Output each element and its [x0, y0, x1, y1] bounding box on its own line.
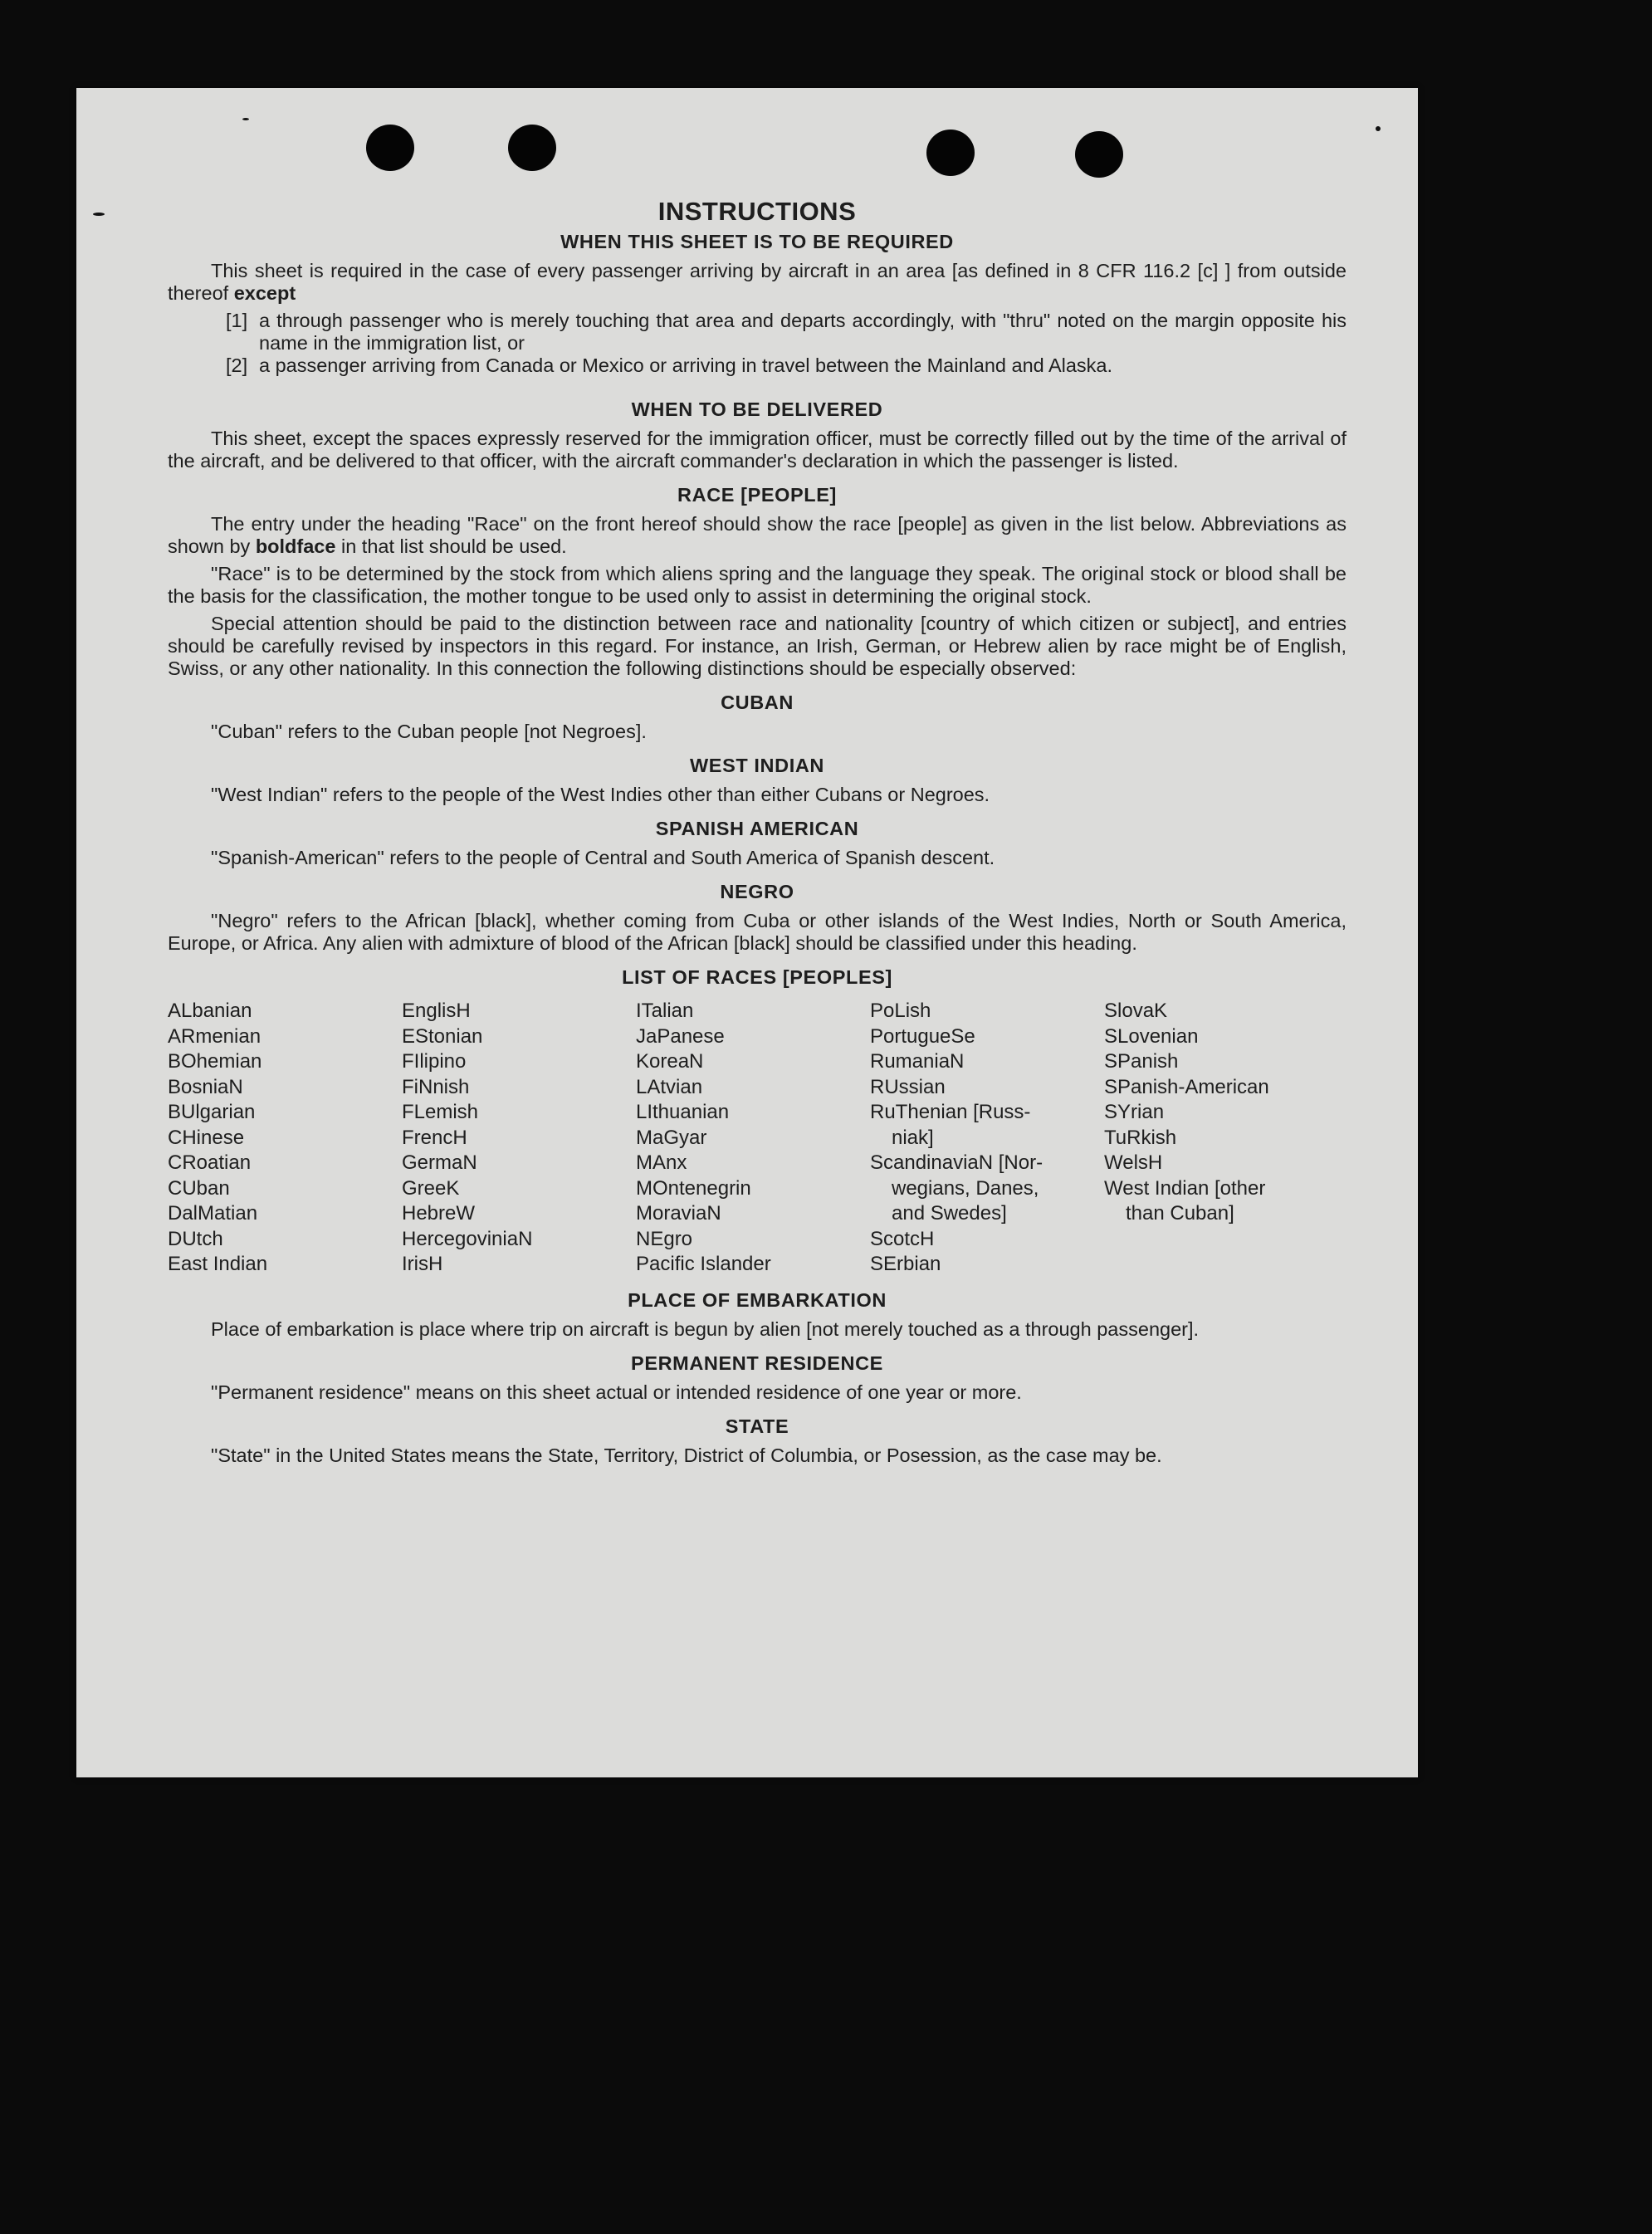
- race-paragraph-3: Special attention should be paid to the distinction between race and nationality [country of which citizen or subject], and entries should be carefully revised by inspectors in this regard. For instance, an Irish, German, or Hebrew alien by race might be of English, Swiss, or any other nationality. In this connection the following distinctions should be especially observed:: [168, 613, 1347, 679]
- race-p1-a: The entry under the heading "Race" on the front hereof should show the race [people] as given in the list below. Abbreviations as shown by: [168, 513, 1347, 557]
- when-required-except: except: [233, 282, 296, 304]
- race-item: and Swedes]: [892, 1202, 1007, 1225]
- state-heading: STATE: [725, 1415, 789, 1437]
- race-item: DalMatian: [168, 1202, 258, 1225]
- when-required-item-1: [168, 310, 1347, 354]
- scan-speck: [1376, 126, 1381, 131]
- race-item: ScotcH: [870, 1227, 935, 1250]
- race-item: RumaniaN: [870, 1050, 965, 1073]
- race-item: SlovaK: [1104, 1000, 1168, 1022]
- race-item: wegians, Danes,: [892, 1176, 1039, 1200]
- race-column: [870, 999, 1104, 1278]
- item-number: [2]: [226, 354, 248, 376]
- race-item: RuThenian [Russ-: [870, 1101, 1031, 1123]
- race-item: JaPanese: [636, 1024, 725, 1048]
- race-item: ALbanian: [168, 1000, 252, 1022]
- item-text: a passenger arriving from Canada or Mexico or arriving in travel between the Mainland and Alaska.: [259, 354, 1113, 376]
- race-p1-boldface: boldface: [255, 535, 336, 557]
- spanish-american-heading: SPANISH AMERICAN: [655, 818, 859, 839]
- when-required-item-2: [168, 354, 1347, 377]
- race-item: BOhemian: [168, 1050, 262, 1073]
- race-item: SErbian: [870, 1253, 941, 1275]
- negro-text: "Negro" refers to the African [black], whether coming from Cuba or other islands of the West Indies, North or South America, Europe, or Africa. Any alien with admixture of blood of the African [black] should be classified under this heading.: [168, 910, 1347, 954]
- race-item: LAtvian: [636, 1075, 703, 1098]
- race-paragraph-2: "Race" is to be determined by the stock from which aliens spring and the language they speak. The original stock or blood shall be the basis for the classification, the mother tongue to be used only to assist in determining the original stock.: [168, 563, 1347, 607]
- race-item: GreeK: [402, 1176, 460, 1200]
- race-item: NEgro: [636, 1227, 693, 1250]
- race-item: MAnx: [636, 1151, 687, 1174]
- race-p1-c: in that list should be used.: [335, 535, 567, 557]
- when-required-heading: WHEN THIS SHEET IS TO BE REQUIRED: [560, 231, 954, 252]
- race-item: SLovenian: [1104, 1024, 1199, 1048]
- document-sheet: [76, 88, 1418, 1777]
- race-item: than Cuban]: [1126, 1202, 1234, 1225]
- race-item: MOntenegrin: [636, 1176, 751, 1200]
- instructions-content: [168, 197, 1347, 1472]
- when-delivered-text: This sheet, except the spaces expressly reserved for the immigration officer, must be correctly filled out by the time of the arrival of the aircraft, and be delivered to that officer, with the aircraft commander's declaration in which the passenger is listed.: [168, 428, 1347, 472]
- residence-heading: PERMANENT RESIDENCE: [631, 1352, 883, 1374]
- race-item: GermaN: [402, 1151, 477, 1174]
- negro-heading: NEGRO: [720, 881, 794, 902]
- race-column: [1104, 999, 1353, 1278]
- race-item: BUlgarian: [168, 1101, 256, 1123]
- embarkation-text: Place of embarkation is place where trip on aircraft is begun by alien [not merely touched as a through passenger].: [211, 1317, 1200, 1340]
- punch-hole: [508, 125, 556, 171]
- race-item: PortugueSe: [870, 1024, 975, 1048]
- race-item: FiNnish: [402, 1075, 470, 1098]
- race-column: [402, 999, 636, 1278]
- race-paragraph-1: [168, 513, 1347, 558]
- race-item: DUtch: [168, 1227, 223, 1250]
- race-item: SPanish-American: [1104, 1075, 1269, 1098]
- race-item: KoreaN: [636, 1050, 704, 1073]
- race-item: PoLish: [870, 1000, 931, 1022]
- race-item: FIlipino: [402, 1050, 467, 1073]
- race-item: RUssian: [870, 1075, 946, 1098]
- race-list: [168, 999, 1347, 1278]
- race-item: ARmenian: [168, 1024, 261, 1048]
- item-number: [1]: [226, 310, 248, 331]
- punch-hole: [366, 125, 414, 171]
- item-text: a through passenger who is merely touching that area and departs accordingly, with "thru" noted on the margin opposite his name in the immigration list, or: [259, 310, 1347, 354]
- when-delivered-heading: WHEN TO BE DELIVERED: [631, 398, 883, 420]
- race-column: [636, 999, 870, 1278]
- when-required-intro: [168, 260, 1347, 305]
- race-item: Pacific Islander: [636, 1253, 771, 1275]
- race-item: HercegoviniaN: [402, 1227, 533, 1250]
- race-item: SYrian: [1104, 1101, 1165, 1123]
- race-item: BosniaN: [168, 1075, 243, 1098]
- scan-speck: [242, 118, 249, 120]
- race-item: CRoatian: [168, 1151, 252, 1174]
- scan-speck: [93, 213, 105, 216]
- residence-text: "Permanent residence" means on this sheet actual or intended residence of one year or more.: [211, 1381, 1022, 1403]
- race-item: East Indian: [168, 1253, 268, 1275]
- state-text: "State" in the United States means the State, Territory, District of Columbia, or Posession, as the case may be.: [211, 1444, 1162, 1466]
- race-item: LIthuanian: [636, 1101, 730, 1123]
- cuban-text: "Cuban" refers to the Cuban people [not Negroes].: [211, 721, 647, 742]
- embarkation-heading: PLACE OF EMBARKATION: [628, 1288, 887, 1311]
- race-item: MoraviaN: [636, 1202, 721, 1225]
- page-title: INSTRUCTIONS: [657, 197, 857, 226]
- spanish-american-text: "Spanish-American" refers to the people of Central and South America of Spanish descent.: [211, 847, 995, 868]
- race-item: West Indian [other: [1104, 1176, 1266, 1200]
- race-item: FrencH: [402, 1126, 467, 1149]
- race-item: TuRkish: [1104, 1126, 1177, 1149]
- race-item: WelsH: [1104, 1151, 1163, 1174]
- race-item: MaGyar: [636, 1126, 707, 1149]
- west-indian-heading: WEST INDIAN: [690, 755, 824, 776]
- race-item: ITalian: [636, 1000, 694, 1022]
- west-indian-text: "West Indian" refers to the people of the West Indies other than either Cubans or Negroes.: [211, 784, 990, 805]
- race-column: [168, 999, 402, 1278]
- race-item: ScandinaviaN [Nor-: [870, 1151, 1043, 1174]
- punch-hole: [926, 130, 975, 176]
- when-required-intro-text: This sheet is required in the case of every passenger arriving by aircraft in an area [as defined in 8 CFR 116.2 [c] ] from outside thereof: [168, 260, 1347, 304]
- race-item: niak]: [892, 1126, 934, 1149]
- punch-hole: [1075, 131, 1123, 178]
- list-of-races-heading: LIST OF RACES [PEOPLES]: [622, 966, 892, 988]
- race-item: HebreW: [402, 1202, 476, 1225]
- race-heading: RACE [PEOPLE]: [677, 484, 837, 506]
- race-item: IrisH: [402, 1253, 443, 1275]
- race-item: CUban: [168, 1176, 230, 1200]
- cuban-heading: CUBAN: [721, 692, 794, 713]
- race-item: SPanish: [1104, 1050, 1179, 1073]
- race-item: CHinese: [168, 1126, 245, 1149]
- race-item: EStonian: [402, 1024, 483, 1048]
- race-item: EnglisH: [402, 1000, 471, 1022]
- race-item: FLemish: [402, 1101, 479, 1123]
